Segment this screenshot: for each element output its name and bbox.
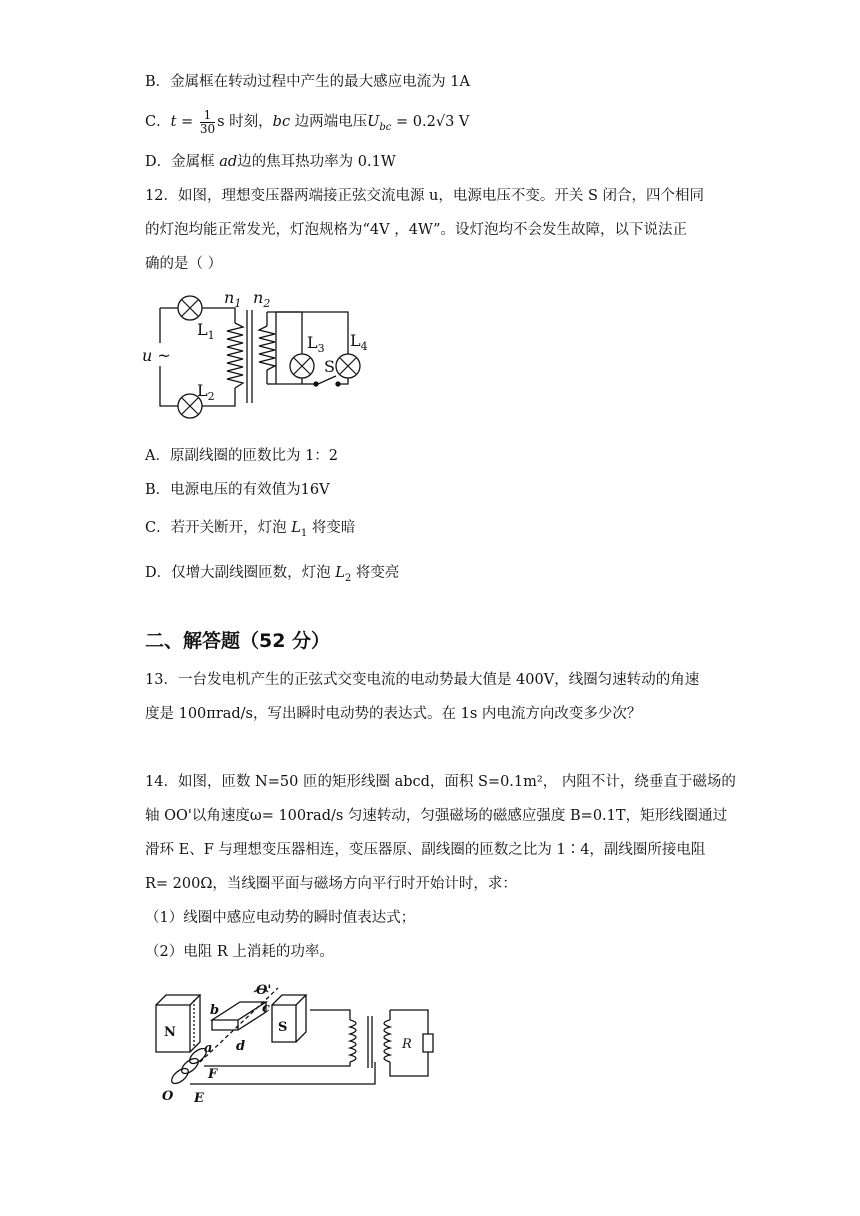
q12-option-d: D．仅增大副线圈匝数，灯泡 $L_2$ 将变亮	[145, 565, 400, 584]
q14-sub-2: （2）电阻 R 上消耗的功率。	[145, 944, 334, 960]
q14-line-4: R= 200Ω，当线圈平面与磁场方向平行时开始计时，求：	[145, 876, 517, 892]
q14-sub-1: （1）线圈中感应电动势的瞬时值表达式；	[145, 910, 416, 926]
L4-label: $L_4$	[350, 331, 368, 353]
q12-option-a: A．原副线圈的匝数比为 1：2	[145, 448, 339, 464]
q11-c-value: = 0.2√3 V	[391, 114, 470, 130]
corner-d-label: d	[236, 1039, 246, 1054]
q11-c-mid: 边两端电压	[290, 114, 368, 130]
q11-c-bc: bc	[272, 114, 291, 130]
q14-line-1: 14．如图，匝数 N=50 匝的矩形线圈 abcd，面积 S=0.1m²， 内阻不计，绕垂直于磁场的	[145, 774, 736, 790]
corner-c-label: c	[262, 1001, 270, 1016]
L3-label: $L_3$	[307, 333, 325, 355]
section-title: 二、解答题（52 分）	[145, 630, 331, 652]
q11-option-c: C．t = $\frac{1}{30}$ s 时刻，bc 边两端电压$U_{bc} = 0.2√3$ V	[145, 107, 470, 136]
n2-label: $n_2$	[253, 288, 271, 310]
q11-c-prefix: C．	[145, 114, 171, 130]
q11-option-b: B．金属框在转动过程中产生的最大感应电流为 1A	[145, 74, 470, 90]
corner-b-label: b	[210, 1003, 220, 1018]
ring-F-label: F	[208, 1067, 218, 1082]
q12-stem-line-1: 12．如图，理想变压器两端接正弦交流电源 u，电源电压不变。开关 S 闭合，四个相同	[145, 188, 705, 204]
switch-label: S	[324, 357, 335, 376]
q11-c-U: U	[367, 114, 380, 130]
axis-top-label: O'	[256, 983, 272, 998]
q13-line-1: 13．一台发电机产生的正弦式交变电流的电动势最大值是 400V，线圈匀速转动的角速	[145, 672, 700, 688]
q11-c-t: t	[170, 114, 177, 130]
magnet-S-label: S	[278, 1020, 288, 1035]
q12-circuit-figure	[140, 288, 380, 428]
n1-label: $n_1$	[224, 288, 242, 310]
u-label: u ~	[142, 346, 171, 365]
axis-bottom-label: O	[162, 1089, 174, 1104]
q14-generator-figure	[150, 980, 450, 1105]
q13-line-2: 度是 100πrad/s，写出瞬时电动势的表达式。在 1s 内电流方向改变多少次？	[145, 706, 642, 722]
magnet-N-label: N	[164, 1025, 176, 1040]
q12-stem-line-2: 的灯泡均能正常发光，灯泡规格为“4V ，4W”。设灯泡均不会发生故障，以下说法正	[145, 222, 688, 238]
corner-a-label: a	[204, 1041, 213, 1056]
ring-E-label: E	[194, 1091, 204, 1105]
L1-label: $L_1$	[197, 320, 215, 342]
q12-option-b: B．电源电压的有效值为16V	[145, 482, 330, 498]
q14-line-2: 轴 OO'以角速度ω= 100rad/s 匀速转动，匀强磁场的磁感应强度 B=0.1T，矩形线圈通过	[145, 808, 728, 824]
q11-c-fraction: $\frac{1}{30}$	[199, 107, 216, 136]
q11-c-unit: s 时刻，	[217, 114, 273, 130]
L2-label: $L_2$	[197, 381, 215, 403]
q14-line-3: 滑环 E、F 与理想变压器相连，变压器原、副线圈的匝数之比为 1∶4，副线圈所接电阻	[145, 842, 706, 858]
q11-option-d: D．金属框 ad边的焦耳热功率为 0.1W	[145, 154, 396, 170]
q12-option-c: C．若开关断开，灯泡 $L_1$ 将变暗	[145, 520, 356, 539]
q11-c-eq: =	[176, 114, 198, 130]
resistor-R-label: R	[402, 1037, 412, 1052]
q12-stem-line-3: 确的是（ ）	[145, 256, 223, 272]
